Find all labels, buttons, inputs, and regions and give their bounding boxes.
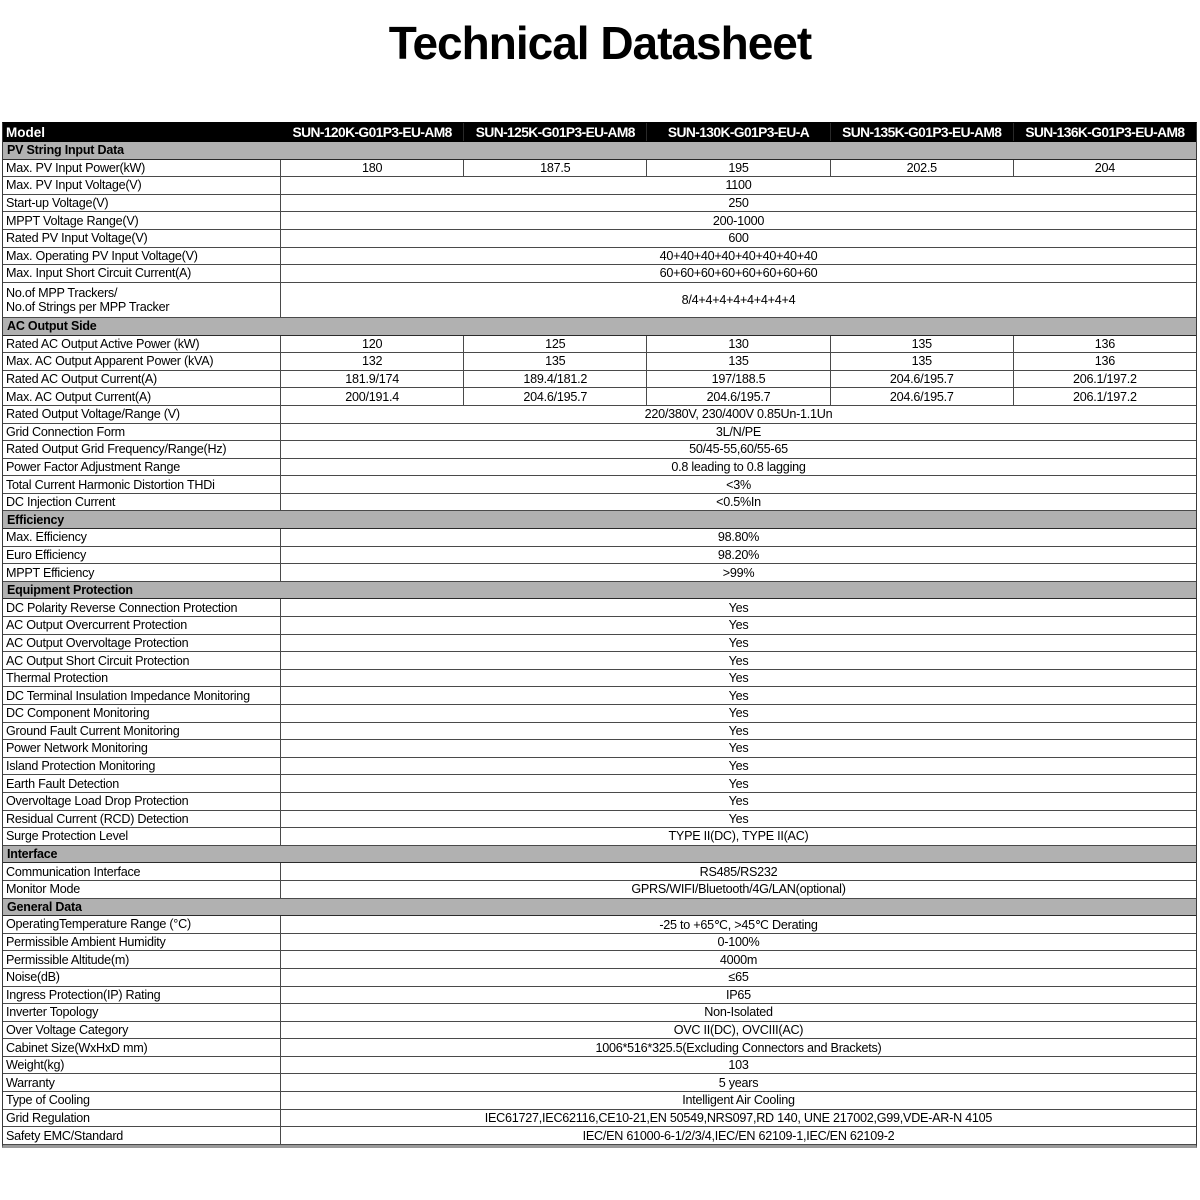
row-label bbox=[3, 863, 281, 880]
row-label bbox=[3, 934, 281, 951]
row-label bbox=[3, 687, 281, 704]
row-label bbox=[3, 951, 281, 968]
value-cell-merged: Intelligent Air Cooling bbox=[682, 1093, 795, 1108]
row-label bbox=[3, 371, 281, 388]
value-cell-merged: GPRS/WIFI/Bluetooth/4G/LAN(optional) bbox=[631, 882, 846, 897]
value-cell-merged: Yes bbox=[728, 706, 749, 721]
value-cell-col-3: 195 bbox=[647, 160, 830, 177]
section-title: Efficiency bbox=[7, 512, 65, 527]
value-cell-merged: 1100 bbox=[725, 178, 752, 193]
row-label bbox=[3, 969, 281, 986]
value-cell-merged: 50/45-55,60/55-65 bbox=[689, 442, 788, 457]
section-title: PV String Input Data bbox=[7, 143, 124, 158]
model-header-row bbox=[3, 123, 1196, 142]
row-label-text: OperatingTemperature Range (°C) bbox=[6, 917, 191, 932]
table-row bbox=[3, 969, 1196, 987]
row-label bbox=[3, 406, 281, 423]
value-cell-merged: 98.80% bbox=[717, 530, 760, 545]
row-label bbox=[3, 723, 281, 740]
row-label bbox=[3, 177, 281, 194]
value-cell-col-3: 135 bbox=[647, 353, 830, 370]
value-cell-col-3: 130 bbox=[647, 336, 830, 353]
row-label-text: Warranty bbox=[6, 1075, 55, 1090]
value-cell-col-4: 204.6/195.7 bbox=[831, 388, 1014, 405]
value-cell-merged: Yes bbox=[728, 600, 749, 615]
value-cell-merged: TYPE II(DC), TYPE II(AC) bbox=[668, 829, 809, 844]
table-row bbox=[3, 230, 1196, 248]
value-cell-merged: RS485/RS232 bbox=[699, 864, 778, 879]
section-header bbox=[3, 318, 1196, 336]
table-row bbox=[3, 599, 1196, 617]
row-label-text: Type of Cooling bbox=[6, 1093, 90, 1108]
table-row bbox=[3, 265, 1196, 283]
row-label-text: Island Protection Monitoring bbox=[6, 759, 156, 774]
row-label-text: Cabinet Size(WxHxD mm) bbox=[6, 1040, 148, 1055]
row-label bbox=[3, 248, 281, 265]
row-label bbox=[3, 1092, 281, 1109]
table-row bbox=[3, 740, 1196, 758]
value-cell-col-5: 204 bbox=[1094, 160, 1116, 175]
row-label-text: Noise(dB) bbox=[6, 970, 60, 985]
table-row bbox=[3, 1092, 1196, 1110]
value-cell-merged: Yes bbox=[728, 741, 749, 756]
row-label-text: Grid Regulation bbox=[6, 1110, 90, 1125]
row-label-text: DC Injection Current bbox=[6, 495, 116, 510]
section-header bbox=[3, 846, 1196, 864]
row-label bbox=[3, 1057, 281, 1074]
table-row bbox=[3, 723, 1196, 741]
table-row bbox=[3, 529, 1196, 547]
row-label bbox=[3, 336, 281, 353]
value-cell-merged: <3% bbox=[726, 477, 751, 492]
value-cell-merged: Yes bbox=[728, 671, 749, 686]
value-cell-col-4: 135 bbox=[831, 336, 1014, 353]
row-label-text: AC Output Overvoltage Protection bbox=[6, 635, 189, 650]
table-row bbox=[3, 195, 1196, 213]
table-row bbox=[3, 617, 1196, 635]
table-row bbox=[3, 1039, 1196, 1057]
value-cell-merged: Yes bbox=[728, 794, 749, 809]
value-cell-col-4: 135 bbox=[831, 353, 1014, 370]
table-row bbox=[3, 371, 1196, 389]
row-label-text: Residual Current (RCD) Detection bbox=[6, 811, 189, 826]
row-label-text: Communication Interface bbox=[6, 864, 141, 879]
row-label-text: Ground Fault Current Monitoring bbox=[6, 723, 180, 738]
row-label bbox=[3, 1074, 281, 1091]
row-label bbox=[3, 599, 281, 616]
table-row bbox=[3, 564, 1196, 582]
value-cell-col-2: 125 bbox=[464, 336, 647, 353]
row-label-text: Thermal Protection bbox=[6, 671, 108, 686]
table-row bbox=[3, 670, 1196, 688]
value-cell-merged: 0.8 leading to 0.8 lagging bbox=[671, 459, 806, 474]
value-cell-merged: 200-1000 bbox=[712, 213, 765, 228]
row-label-text: Weight(kg) bbox=[6, 1058, 65, 1073]
value-cell-col-4: 202.5 bbox=[831, 160, 1014, 177]
row-label-text: Over Voltage Category bbox=[6, 1022, 129, 1037]
row-label bbox=[3, 881, 281, 898]
value-cell-merged: <0.5%In bbox=[716, 495, 761, 510]
row-label-text: Total Current Harmonic Distortion THDi bbox=[6, 477, 215, 492]
row-label-text: Rated AC Output Current(A) bbox=[6, 372, 157, 387]
row-label bbox=[3, 740, 281, 757]
section-title: Interface bbox=[7, 847, 58, 862]
value-cell-merged: Yes bbox=[728, 776, 749, 791]
value-cell-col-1: 180 bbox=[281, 160, 464, 177]
row-label-text: Safety EMC/Standard bbox=[6, 1128, 124, 1143]
table-row bbox=[3, 388, 1196, 406]
table-row bbox=[3, 916, 1196, 934]
row-label bbox=[3, 283, 281, 317]
row-label-text: Rated PV Input Voltage(V) bbox=[6, 231, 148, 246]
row-label bbox=[3, 652, 281, 669]
row-label bbox=[3, 617, 281, 634]
row-label-text: DC Terminal Insulation Impedance Monitoring bbox=[6, 688, 250, 703]
table-row bbox=[3, 1057, 1196, 1075]
table-row bbox=[3, 951, 1196, 969]
row-label bbox=[3, 230, 281, 247]
table-row bbox=[3, 1004, 1196, 1022]
value-cell-merged: 0-100% bbox=[717, 935, 760, 950]
row-label bbox=[3, 529, 281, 546]
value-cell-merged: 98.20% bbox=[717, 547, 760, 562]
table-row bbox=[3, 424, 1196, 442]
table-row bbox=[3, 775, 1196, 793]
row-label bbox=[3, 160, 281, 177]
row-label bbox=[3, 1039, 281, 1056]
value-cell-col-1: 120 bbox=[281, 336, 464, 353]
model-name-col-3: SUN-130K-G01P3-EU-A bbox=[647, 123, 830, 141]
row-label-text: Inverter Topology bbox=[6, 1005, 99, 1020]
table-row bbox=[3, 934, 1196, 952]
table-row bbox=[3, 248, 1196, 266]
table-row bbox=[3, 353, 1196, 371]
value-cell-merged: IEC/EN 61000-6-1/2/3/4,IEC/EN 62109-1,IEC/EN 62109-2 bbox=[582, 1128, 895, 1143]
section-header bbox=[3, 511, 1196, 529]
page-title: Technical Datasheet bbox=[388, 17, 812, 69]
row-label bbox=[3, 775, 281, 792]
row-label-text: Grid Connection Form bbox=[6, 424, 125, 439]
row-label-text: Euro Efficiency bbox=[6, 547, 87, 562]
table-row bbox=[3, 212, 1196, 230]
table-row bbox=[3, 881, 1196, 899]
row-label-text: Max. AC Output Current(A) bbox=[6, 389, 151, 404]
row-label bbox=[3, 1127, 281, 1144]
row-label bbox=[3, 987, 281, 1004]
value-cell-col-2: 189.4/181.2 bbox=[464, 371, 647, 388]
row-label bbox=[3, 1110, 281, 1127]
row-label-text: Rated AC Output Active Power (kW) bbox=[6, 336, 200, 351]
table-row bbox=[3, 494, 1196, 512]
table-row bbox=[3, 652, 1196, 670]
value-cell-col-2: 135 bbox=[464, 353, 647, 370]
table-row bbox=[3, 406, 1196, 424]
value-cell-merged: OVC II(DC), OVCIII(AC) bbox=[673, 1022, 804, 1037]
value-cell-merged: >99% bbox=[722, 565, 755, 580]
row-label-text: Max. Efficiency bbox=[6, 530, 87, 545]
table-row bbox=[3, 1127, 1196, 1145]
row-label bbox=[3, 424, 281, 441]
row-label bbox=[3, 828, 281, 845]
value-cell-col-3: 204.6/195.7 bbox=[647, 388, 830, 405]
row-label-text: AC Output Short Circuit Protection bbox=[6, 653, 190, 668]
row-label-text: MPPT Efficiency bbox=[6, 565, 95, 580]
row-label-text: DC Polarity Reverse Connection Protection bbox=[6, 600, 238, 615]
section-header bbox=[3, 899, 1196, 917]
value-cell-merged: 3L/N/PE bbox=[715, 424, 762, 439]
section-header bbox=[3, 582, 1196, 600]
row-label-text: Rated Output Grid Frequency/Range(Hz) bbox=[6, 442, 227, 457]
row-label-text: Power Factor Adjustment Range bbox=[6, 459, 181, 474]
table-row bbox=[3, 987, 1196, 1005]
table-row bbox=[3, 547, 1196, 565]
value-cell-col-2: 187.5 bbox=[464, 160, 647, 177]
row-label-text: Max. PV Input Voltage(V) bbox=[6, 178, 142, 193]
model-header-label: Model bbox=[3, 123, 281, 141]
table-row bbox=[3, 793, 1196, 811]
value-cell-merged: 60+60+60+60+60+60+60+60 bbox=[659, 266, 818, 281]
section-header bbox=[3, 142, 1196, 160]
section-title: Equipment Protection bbox=[7, 583, 133, 598]
value-cell-col-1: 181.9/174 bbox=[281, 371, 464, 388]
row-label bbox=[3, 494, 281, 511]
row-label bbox=[3, 476, 281, 493]
table-row bbox=[3, 863, 1196, 881]
table-row bbox=[3, 1110, 1196, 1128]
row-label-text: Ingress Protection(IP) Rating bbox=[6, 987, 161, 1002]
value-cell-col-5: 136 bbox=[1094, 354, 1116, 369]
row-label-text: No.of MPP Trackers/ bbox=[6, 285, 118, 300]
value-cell-merged: ≤65 bbox=[728, 970, 749, 985]
row-label-text: DC Component Monitoring bbox=[6, 706, 150, 721]
table-row bbox=[3, 687, 1196, 705]
value-cell-merged: 220/380V, 230/400V 0.85Un-1.1Un bbox=[644, 407, 833, 422]
row-label-text: Max. Operating PV Input Voltage(V) bbox=[6, 248, 198, 263]
table-row bbox=[3, 441, 1196, 459]
model-name-col-1: SUN-120K-G01P3-EU-AM8 bbox=[281, 123, 464, 141]
value-cell-merged: Yes bbox=[728, 688, 749, 703]
row-label bbox=[3, 441, 281, 458]
row-label bbox=[3, 547, 281, 564]
row-label-text: Earth Fault Detection bbox=[6, 776, 120, 791]
row-label bbox=[3, 564, 281, 581]
model-name-col-2: SUN-125K-G01P3-EU-AM8 bbox=[464, 123, 647, 141]
row-label-text: Power Network Monitoring bbox=[6, 741, 148, 756]
row-label bbox=[3, 635, 281, 652]
value-cell-col-4: 204.6/195.7 bbox=[831, 371, 1014, 388]
value-cell-merged: 103 bbox=[728, 1058, 749, 1073]
row-label bbox=[3, 459, 281, 476]
value-cell-merged: Yes bbox=[728, 723, 749, 738]
row-label bbox=[3, 1022, 281, 1039]
value-cell-merged: Non-Isolated bbox=[704, 1005, 773, 1020]
table-row bbox=[3, 160, 1196, 178]
spec-table bbox=[2, 122, 1197, 1148]
row-label-text: Permissible Altitude(m) bbox=[6, 952, 130, 967]
row-label-text-line2: No.of Strings per MPP Tracker bbox=[6, 299, 170, 314]
row-label-text: Max. AC Output Apparent Power (kVA) bbox=[6, 354, 214, 369]
row-label bbox=[3, 353, 281, 370]
row-label bbox=[3, 1004, 281, 1021]
section-title: AC Output Side bbox=[7, 319, 97, 334]
value-cell-merged: Yes bbox=[728, 759, 749, 774]
row-label-text: Start-up Voltage(V) bbox=[6, 196, 109, 211]
row-label-text: Overvoltage Load Drop Protection bbox=[6, 794, 189, 809]
row-label-text: Monitor Mode bbox=[6, 882, 80, 897]
table-row bbox=[3, 758, 1196, 776]
row-label bbox=[3, 811, 281, 828]
row-label-text: Max. PV Input Power(kW) bbox=[6, 160, 146, 175]
table-row bbox=[3, 476, 1196, 494]
table-row bbox=[3, 1074, 1196, 1092]
value-cell-merged: Yes bbox=[728, 618, 749, 633]
table-row bbox=[3, 811, 1196, 829]
row-label bbox=[3, 195, 281, 212]
row-label bbox=[3, 916, 281, 933]
value-cell-col-5: 136 bbox=[1094, 336, 1116, 351]
value-cell-col-1: 200/191.4 bbox=[281, 388, 464, 405]
table-row bbox=[3, 459, 1196, 477]
row-label-text: Surge Protection Level bbox=[6, 829, 128, 844]
value-cell-merged: 250 bbox=[728, 196, 749, 211]
table-row bbox=[3, 828, 1196, 846]
value-cell-merged: IP65 bbox=[726, 987, 751, 1002]
value-cell-col-3: 197/188.5 bbox=[647, 371, 830, 388]
row-label-text: AC Output Overcurrent Protection bbox=[6, 618, 187, 633]
row-label bbox=[3, 388, 281, 405]
section-title: General Data bbox=[7, 899, 82, 914]
value-cell-merged: 8/4+4+4+4+4+4+4+4 bbox=[681, 292, 796, 307]
value-cell-merged: Yes bbox=[728, 653, 749, 668]
model-name-col-4: SUN-135K-G01P3-EU-AM8 bbox=[831, 123, 1014, 141]
row-label bbox=[3, 212, 281, 229]
value-cell-merged: Yes bbox=[728, 811, 749, 826]
row-label bbox=[3, 793, 281, 810]
table-row bbox=[3, 177, 1196, 195]
table-row bbox=[3, 283, 1196, 318]
value-cell-merged: Yes bbox=[728, 635, 749, 650]
value-cell-merged: 40+40+40+40+40+40+40+40 bbox=[659, 248, 818, 263]
value-cell-merged: IEC61727,IEC62116,CE10-21,EN 50549,NRS097,RD 140, UNE 217002,G99,VDE-AR-N 4105 bbox=[484, 1110, 993, 1125]
row-label bbox=[3, 705, 281, 722]
row-label bbox=[3, 265, 281, 282]
row-label bbox=[3, 758, 281, 775]
row-label-text: Permissible Ambient Humidity bbox=[6, 935, 166, 950]
table-row bbox=[3, 705, 1196, 723]
value-cell-col-5: 206.1/197.2 bbox=[1073, 389, 1137, 404]
row-label-text: Rated Output Voltage/Range (V) bbox=[6, 407, 180, 422]
row-label-text: MPPT Voltage Range(V) bbox=[6, 213, 139, 228]
value-cell-merged: -25 to +65℃, >45℃ Derating bbox=[659, 917, 818, 932]
value-cell-merged: 4000m bbox=[719, 952, 758, 967]
table-row bbox=[3, 1022, 1196, 1040]
row-label-text: Max. Input Short Circuit Current(A) bbox=[6, 266, 192, 281]
table-row bbox=[3, 635, 1196, 653]
model-name-col-5: SUN-136K-G01P3-EU-AM8 bbox=[1025, 124, 1185, 140]
value-cell-merged: 600 bbox=[728, 231, 749, 246]
value-cell-col-1: 132 bbox=[281, 353, 464, 370]
value-cell-col-2: 204.6/195.7 bbox=[464, 388, 647, 405]
value-cell-merged: 1006*516*325.5(Excluding Connectors and Brackets) bbox=[595, 1040, 882, 1055]
value-cell-merged: 5 years bbox=[718, 1075, 759, 1090]
value-cell-col-5: 206.1/197.2 bbox=[1073, 372, 1137, 387]
row-label bbox=[3, 670, 281, 687]
table-row bbox=[3, 336, 1196, 354]
